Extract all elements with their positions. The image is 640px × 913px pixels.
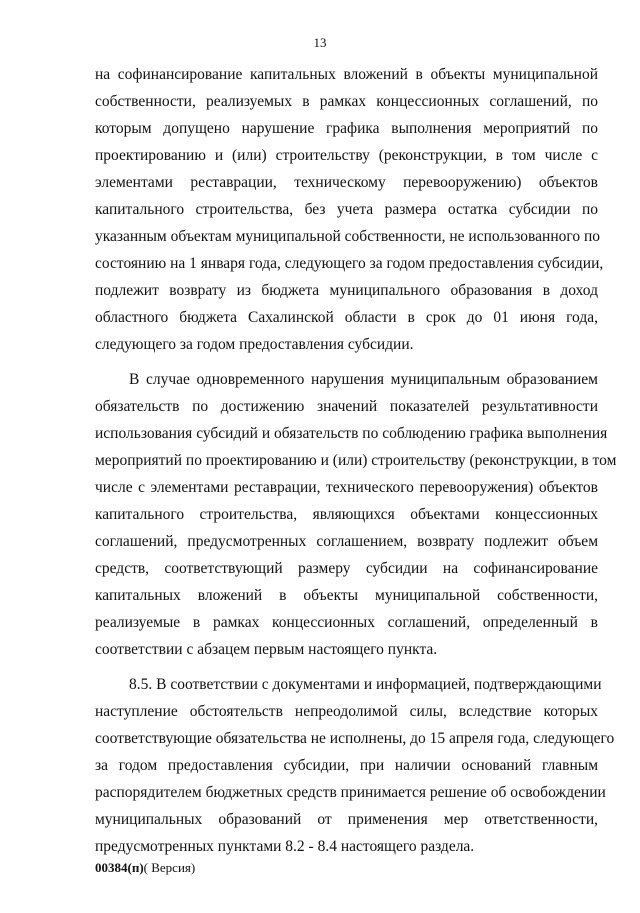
paragraph-2 xyxy=(95,366,617,663)
text-line: следующего за годом предоставления субсидии. xyxy=(95,336,414,353)
text-line: за годом предоставления субсидии, при наличии оснований главным xyxy=(95,757,598,774)
text-line: В случае одновременного нарушения муниципальным образованием xyxy=(129,371,598,388)
page-number: 13 xyxy=(313,35,327,50)
text-line: распорядителем бюджетных средств принимается решение об освобождении xyxy=(95,784,606,801)
text-line: которым допущено нарушение графика выполнения мероприятий по xyxy=(95,120,598,137)
text-line: использования субсидий и обязательств по соблюдению графика выполнения xyxy=(95,425,608,442)
text-line: соответствующие обязательства не исполнены, до 15 апреля года, следующего xyxy=(95,730,615,747)
text-line: наступление обстоятельств непреодолимой силы, вследствие которых xyxy=(95,703,598,720)
text-line: муниципальных образований от применения мер ответственности, xyxy=(95,811,598,828)
text-line: обязательств по достижению значений показателей результативности xyxy=(95,398,598,415)
document-version: ( Версия) xyxy=(143,860,196,875)
text-line: состоянию на 1 января года, следующего за годом предоставления субсидии, xyxy=(95,255,604,272)
document-body xyxy=(95,61,617,860)
text-line: соответствии с абзацем первым настоящего пункта. xyxy=(95,641,438,658)
document-code: 00384(п) xyxy=(95,860,144,875)
text-line: 8.5. В соответствии с документами и информацией, подтверждающими xyxy=(129,676,602,693)
text-line: капитальных вложений в объекты муниципальной собственности, xyxy=(95,587,598,604)
text-line: числе с элементами реставрации, технического перевооружения) объектов xyxy=(95,479,598,496)
paragraph-3 xyxy=(95,671,615,860)
text-line: предусмотренных пунктами 8.2 - 8.4 настоящего раздела. xyxy=(95,838,475,855)
paragraph-1 xyxy=(95,61,604,358)
text-line: реализуемые в рамках концессионных соглашений, определенный в xyxy=(95,614,598,631)
text-line: соглашений, предусмотренных соглашением, возврату подлежит объем xyxy=(95,533,598,550)
text-line: капитального строительства, без учета размера остатка субсидии по xyxy=(95,201,598,218)
text-line: элементами реставрации, техническому перевооружению) объектов xyxy=(95,174,598,191)
text-line: указанным объектам муниципальной собственности, не использованного по xyxy=(95,228,601,245)
text-line: областного бюджета Сахалинской области в срок до 01 июня года, xyxy=(95,309,598,326)
text-line: капитального строительства, являющихся объектами концессионных xyxy=(95,506,598,523)
text-line: средств, соответствующий размеру субсидии на софинансирование xyxy=(95,560,598,577)
text-line: собственности, реализуемых в рамках концессионных соглашений, по xyxy=(95,93,598,110)
document-footer xyxy=(95,860,195,876)
text-line: подлежит возврату из бюджета муниципального образования в доход xyxy=(95,282,598,299)
text-line: мероприятий по проектированию и (или) строительству (реконструкции, в том xyxy=(95,452,617,469)
text-line: на софинансирование капитальных вложений в объекты муниципальной xyxy=(95,66,598,83)
text-line: проектированию и (или) строительству (реконструкции, в том числе с xyxy=(95,147,598,164)
